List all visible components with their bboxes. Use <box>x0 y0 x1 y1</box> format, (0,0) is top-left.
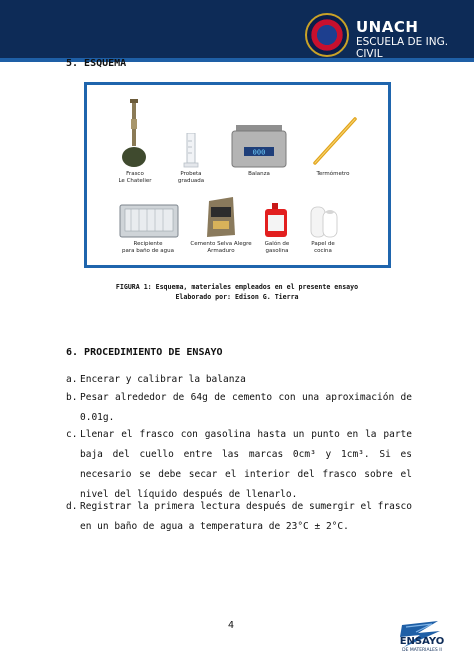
gasoline-can-icon <box>263 203 289 239</box>
section-5-title: 5. ESQUEMA <box>66 58 127 69</box>
school-name: ESCUELA DE ING. CIVIL <box>356 36 449 60</box>
label-balanza: Balanza <box>248 171 270 177</box>
ensayo-logo-icon <box>398 606 444 662</box>
page-number: 4 <box>228 620 235 631</box>
scale-display: 000 <box>252 148 266 157</box>
label-cemento: Cemento Selva Alegre Armaduro <box>190 241 252 254</box>
figure-caption: FIGURA 1: Esquema, materiales empleados en el presente ensayo <box>115 283 359 291</box>
scale-icon <box>230 125 288 169</box>
step-text: Llenar el frasco con gasolina hasta un punto en la parte baja del cuello entre las marcas 0cm³ y 1cm³. Si es necesario se debe secar el interior del frasco sobre el nivel del líquido después de llenarlo. <box>80 429 412 500</box>
figure-frame <box>84 82 391 268</box>
step-marker: c. <box>66 429 78 440</box>
procedure-step <box>66 497 412 537</box>
label-galon: Galón de gasolina <box>264 241 290 254</box>
section-6-title: 6. PROCEDIMIENTO DE ENSAYO <box>66 347 223 358</box>
label-probeta: Probeta graduada <box>177 171 205 184</box>
footer-logo-word: ENSAYO <box>399 636 445 647</box>
le-chatelier-flask-icon <box>117 99 151 169</box>
thermometer-icon <box>309 115 359 167</box>
paper-towel-icon <box>309 203 341 239</box>
university-seal-icon <box>305 13 349 57</box>
graduated-cylinder-icon <box>183 133 199 169</box>
label-papel: Papel de cocina <box>311 241 335 254</box>
label-termometro: Termómetro <box>316 171 350 177</box>
procedure-step <box>66 370 412 390</box>
footer-logo-subtitle: DE MATERIALES II <box>402 648 442 653</box>
procedure-step <box>66 388 412 428</box>
institution-name: UNACH <box>356 18 419 36</box>
step-text: Encerar y calibrar la balanza <box>80 374 246 385</box>
procedure-step <box>66 425 412 505</box>
figure-credit: Elaborado por: Edison G. Tierra <box>175 293 299 301</box>
step-marker: b. <box>66 392 78 403</box>
step-marker: a. <box>66 374 78 385</box>
step-text: Pesar alrededor de 64g de cemento con una aproximación de 0.01g. <box>80 392 412 423</box>
label-recipiente: Recipiente para baño de agua <box>121 241 175 254</box>
step-text: Registrar la primera lectura después de sumergir el frasco en un baño de agua a temperatura de 23°C ± 2°C. <box>80 501 412 532</box>
water-bath-icon <box>119 203 179 239</box>
label-frasco: Frasco Le Chatelier <box>118 171 152 184</box>
step-marker: d. <box>66 501 78 512</box>
cement-bag-icon <box>205 195 237 239</box>
